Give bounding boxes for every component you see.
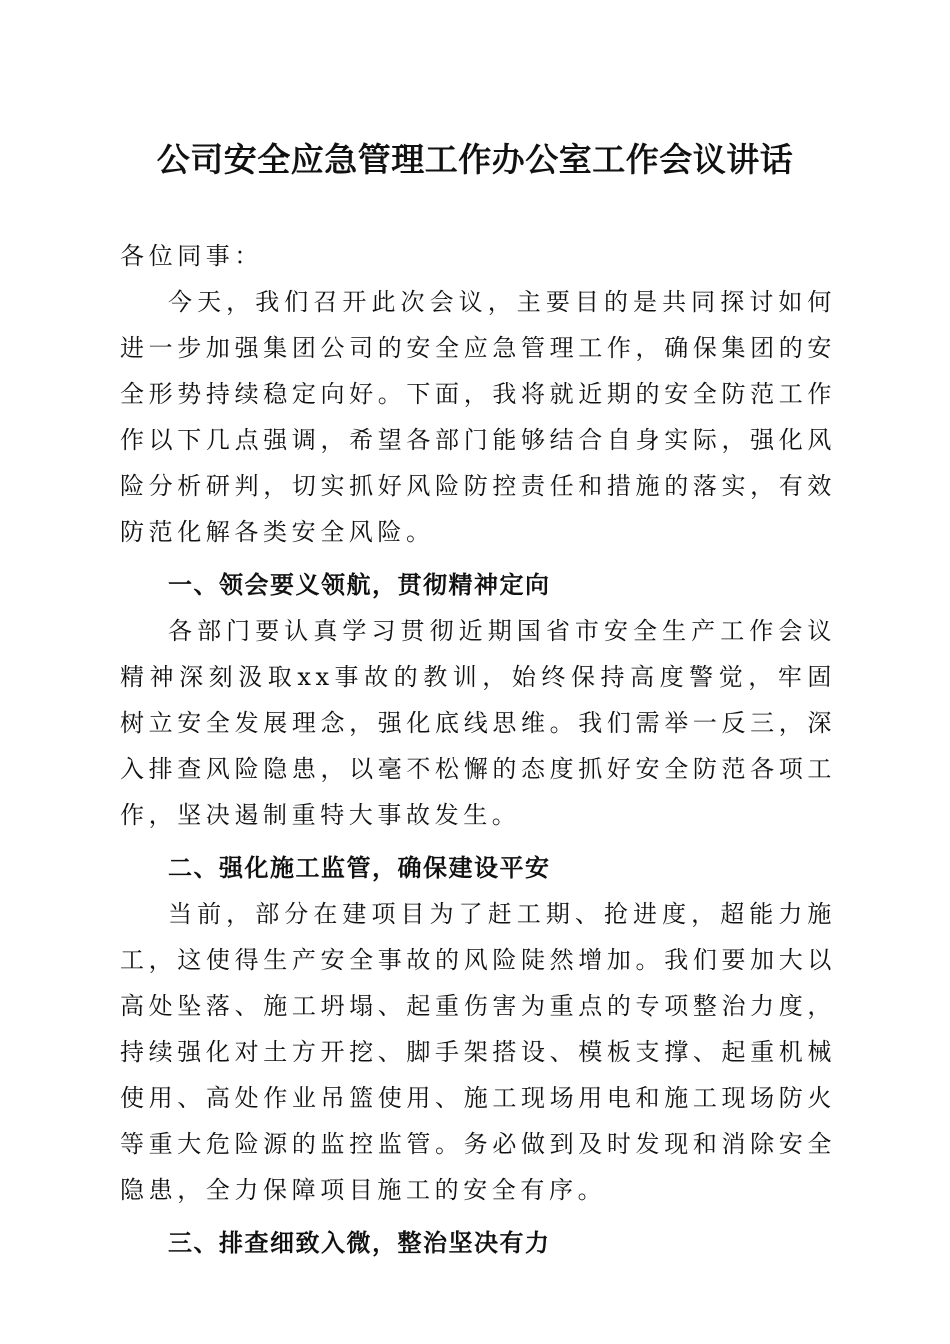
- document-title: 公司安全应急管理工作办公室工作会议讲话: [156, 140, 794, 179]
- section-paragraph-2: 当前，部分在建项目为了赶工期、抢进度，超能力施工，这使得生产安全事故的风险陡然增加。我们要加大以高处坠落、施工坍塌、起重伤害为重点的专项整治力度，持续强化对土方开挖、脚手架搭设、模板支撑、起重机械使用、高处作业吊篮使用、施工现场用电和施工现场防火等重大危险源的监控监管。务必做到及时发现和消除安全隐患，全力保障项目施工的安全有序。: [120, 900, 836, 1204]
- section-paragraph-1: 各部门要认真学习贯彻近期国省市安全生产工作会议精神深刻汲取xx事故的教训，始终保持高度警觉，牢固树立安全发展理念，强化底线思维。我们需举一反三，深入排查风险隐患，以毫不松懈的态度抓好安全防范各项工作，坚决遏制重特大事故发生。: [120, 617, 836, 829]
- section-heading-3: 三、排查细致入微，整治坚决有力: [168, 1229, 551, 1257]
- section-heading-2: 二、强化施工监管，确保建设平安: [168, 854, 551, 882]
- intro-paragraph: 今天，我们召开此次会议，主要目的是共同探讨如何进一步加强集团公司的安全应急管理工作，确保集团的安全形势持续稳定向好。下面，我将就近期的安全防范工作作以下几点强调，希望各部门能够结合自身实际，强化风险分析研判，切实抓好风险防控责任和措施的落实，有效防范化解各类安全风险。: [120, 288, 836, 546]
- document-body: [120, 233, 836, 1266]
- salutation: 各位同事：: [120, 242, 263, 270]
- section-heading-1: 一、领会要义领航，贯彻精神定向: [168, 571, 551, 599]
